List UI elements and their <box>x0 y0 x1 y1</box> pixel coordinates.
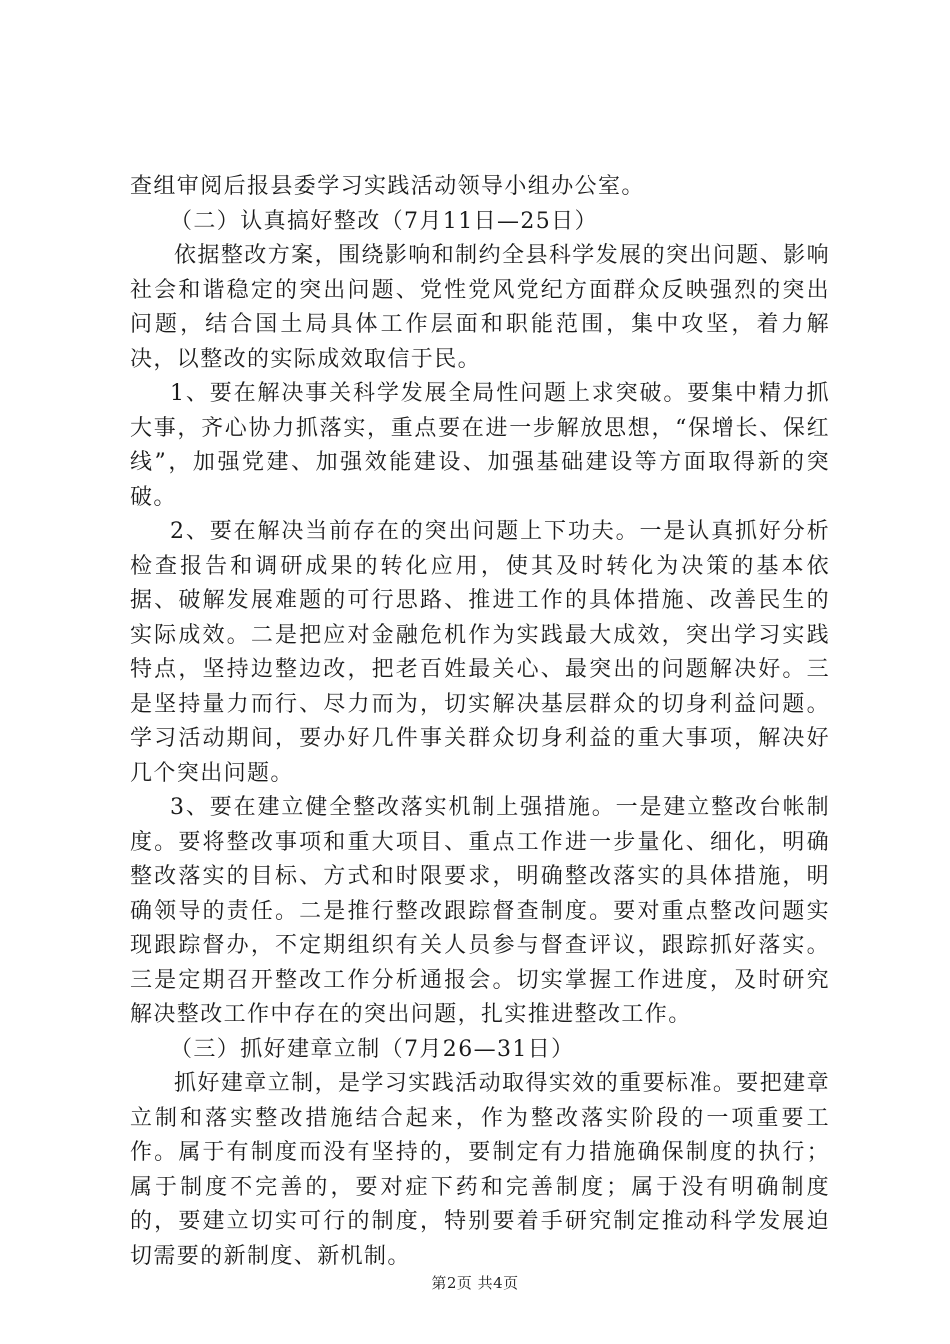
document-body <box>130 170 830 1274</box>
paragraph-rectification-intro: 依据整改方案，围绕影响和制约全县科学发展的突出问题、影响社会和谐稳定的突出问题、党性党风党纪方面群众反映强烈的突出问题，结合国土局具体工作层面和职能范围，集中攻坚，着力解决，以整改的实际成效取信于民。 <box>130 243 830 372</box>
section-heading-2: （二）认真搞好整改（7月11日—25日） <box>170 208 598 234</box>
section-heading-3: （三）抓好建章立制（7月26—31日） <box>170 1036 575 1062</box>
paragraph-continuation: 查组审阅后报县委学习实践活动领导小组办公室。 <box>130 174 645 199</box>
paragraph-rules-intro: 抓好建章立制，是学习实践活动取得实效的重要标准。要把建章立制和落实整改措施结合起来，作为整改落实阶段的一项重要工作。属于有制度而没有坚持的，要制定有力措施确保制度的执行；属于制度不完善的，要对症下药和完善制度；属于没有明确制度的，要建立切实可行的制度，特别要着手研究制定推动科学发展迫切需要的新制度、新机制。 <box>130 1071 830 1269</box>
page-number-footer: 第2页 共4页 <box>431 1274 519 1292</box>
paragraph-item-3: 3、要在建立健全整改落实机制上强措施。一是建立整改台帐制度。要将整改事项和重大项目、重点工作进一步量化、细化，明确整改落实的目标、方式和时限要求，明确整改落实的具体措施，明确领导的责任。二是推行整改跟踪督查制度。要对重点整改问题实现跟踪督办，不定期组织有关人员参与督查评议，跟踪抓好落实。三是定期召开整改工作分析通报会。切实掌握工作进度，及时研究解决整改工作中存在的突出问题，扎实推进整改工作。 <box>130 795 830 1027</box>
paragraph-item-1: 1、要在解决事关科学发展全局性问题上求突破。要集中精力抓大事，齐心协力抓落实，重点要在进一步解放思想，“保增长、保红线”，加强党建、加强效能建设、加强基础建设等方面取得新的突破。 <box>130 381 830 510</box>
paragraph-item-2: 2、要在解决当前存在的突出问题上下功夫。一是认真抓好分析检查报告和调研成果的转化应用，使其及时转化为决策的基本依据、破解发展难题的可行思路、推进工作的具体措施、改善民生的实际成效。二是把应对金融危机作为实践最大成效，突出学习实践特点，坚持边整边改，把老百姓最关心、最突出的问题解决好。三是坚持量力而行、尽力而为，切实解决基层群众的切身利益问题。学习活动期间，要办好几件事关群众切身利益的重大事项，解决好几个突出问题。 <box>130 519 830 786</box>
